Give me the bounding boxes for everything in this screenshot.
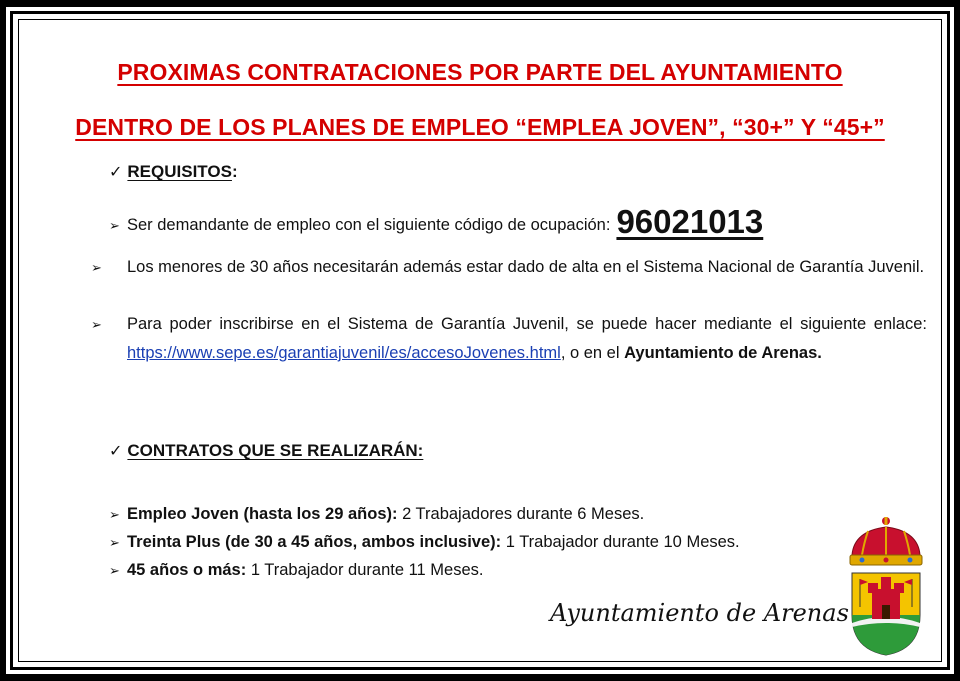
document-page (6, 7, 954, 674)
contrato-item: ➢ Treinta Plus (de 30 a 45 años, ambos inclusive): 1 Trabajador durante 10 Meses. (109, 528, 909, 557)
occupation-code: 96021013 (616, 203, 764, 240)
coat-of-arms-icon (846, 515, 926, 660)
arrow-bullet-icon: ➢ (91, 317, 102, 332)
contrato-item: ➢ Empleo Joven (hasta los 29 años): 2 Trabajadores durante 6 Meses. (109, 500, 909, 529)
requisitos-heading: ✓ REQUISITOS: (109, 162, 238, 181)
contrato-item: ➢ 45 años o más: 1 Trabajador durante 11 Meses. (109, 556, 909, 585)
arrow-bullet-icon: ➢ (109, 507, 120, 522)
checkmark-icon: ✓ (109, 443, 123, 460)
requisito-item-3: ➢ Para poder inscribirse en el Sistema de Garantía Juvenil, se puede hacer mediante el siguiente enlace: https://www.sepe.es/garantiajuvenil/es/accesoJovenes.html, o en el Ayuntamiento de Arenas. (109, 310, 927, 367)
garantia-juvenil-link[interactable]: https://www.sepe.es/garantiajuvenil/es/accesoJovenes.html (127, 344, 561, 362)
checkmark-icon: ✓ (109, 164, 123, 181)
signature: Ayuntamiento de Arenas (550, 599, 849, 627)
arrow-bullet-icon: ➢ (91, 260, 102, 275)
requisito-item-1: ➢ Ser demandante de empleo con el siguiente código de ocupación: 96021013 (109, 203, 764, 240)
requisito-item-2: ➢ Los menores de 30 años necesitarán además estar dado de alta en el Sistema Nacional de Garantía Juvenil. (109, 253, 927, 282)
contratos-heading: ✓ CONTRATOS QUE SE REALIZARÁN: (109, 441, 424, 460)
title-line-1: PROXIMAS CONTRATACIONES POR PARTE DEL AYUNTAMIENTO (117, 59, 843, 85)
arrow-bullet-icon: ➢ (109, 218, 120, 233)
arrow-bullet-icon: ➢ (109, 563, 120, 578)
arrow-bullet-icon: ➢ (109, 535, 120, 550)
title-line-2: DENTRO DE LOS PLANES DE EMPLEO “EMPLEA JOVEN”, “30+” Y “45+” (75, 114, 885, 140)
